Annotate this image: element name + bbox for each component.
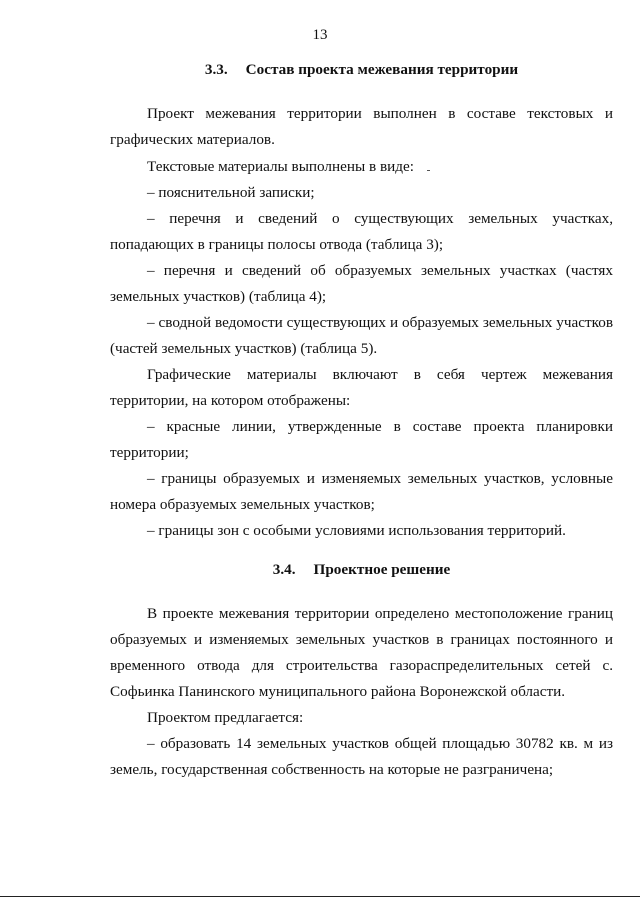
scan-mark — [427, 170, 430, 171]
section-title: Состав проекта межевания территории — [245, 61, 519, 78]
section-heading-3-3 — [110, 58, 613, 82]
page-edge-line — [0, 896, 640, 897]
document-body — [110, 58, 613, 783]
list-item: – сводной ведомости существующих и образуемых земельных участков (частей земельных участков) (таблица 5). — [110, 314, 613, 357]
list-item: – границы зон с особыми условиями использования территорий. — [147, 522, 566, 539]
section-number: 3.3. — [204, 61, 228, 78]
section-heading-3-4 — [110, 558, 613, 582]
paragraph: Текстовые материалы выполнены в виде: — [147, 158, 414, 175]
section-number: 3.4. — [272, 561, 296, 578]
paragraph: Проектом предлагается: — [147, 709, 304, 726]
list-item: – перечня и сведений об образуемых земельных участках (частях земельных участков) (таблица 4); — [110, 262, 613, 305]
list-item: – красные линии, утвержденные в составе проекта планировки территории; — [110, 418, 613, 461]
section-title: Проектное решение — [313, 561, 451, 578]
list-item: – образовать 14 земельных участков общей площадью 30782 кв. м из земель, государственная собственность на которые не разграничена; — [110, 735, 613, 778]
list-item: – перечня и сведений о существующих земельных участках, попадающих в границы полосы отвода (таблица 3); — [110, 210, 613, 253]
paragraph: В проекте межевания территории определено местоположение границ образуемых и изменяемых земельных участков в границах постоянного и временного отвода для строительства газораспределительных сетей с. Софьинка Панинского муниципального района Воронежской области. — [110, 605, 613, 700]
list-item: – пояснительной записки; — [147, 184, 315, 201]
page-number: 13 — [312, 27, 328, 43]
list-item: – границы образуемых и изменяемых земельных участков, условные номера образуемых земельных участков; — [110, 470, 613, 513]
paragraph: Графические материалы включают в себя чертеж межевания территории, на котором отображены: — [110, 366, 613, 409]
paragraph: Проект межевания территории выполнен в составе текстовых и графических материалов. — [110, 105, 613, 148]
